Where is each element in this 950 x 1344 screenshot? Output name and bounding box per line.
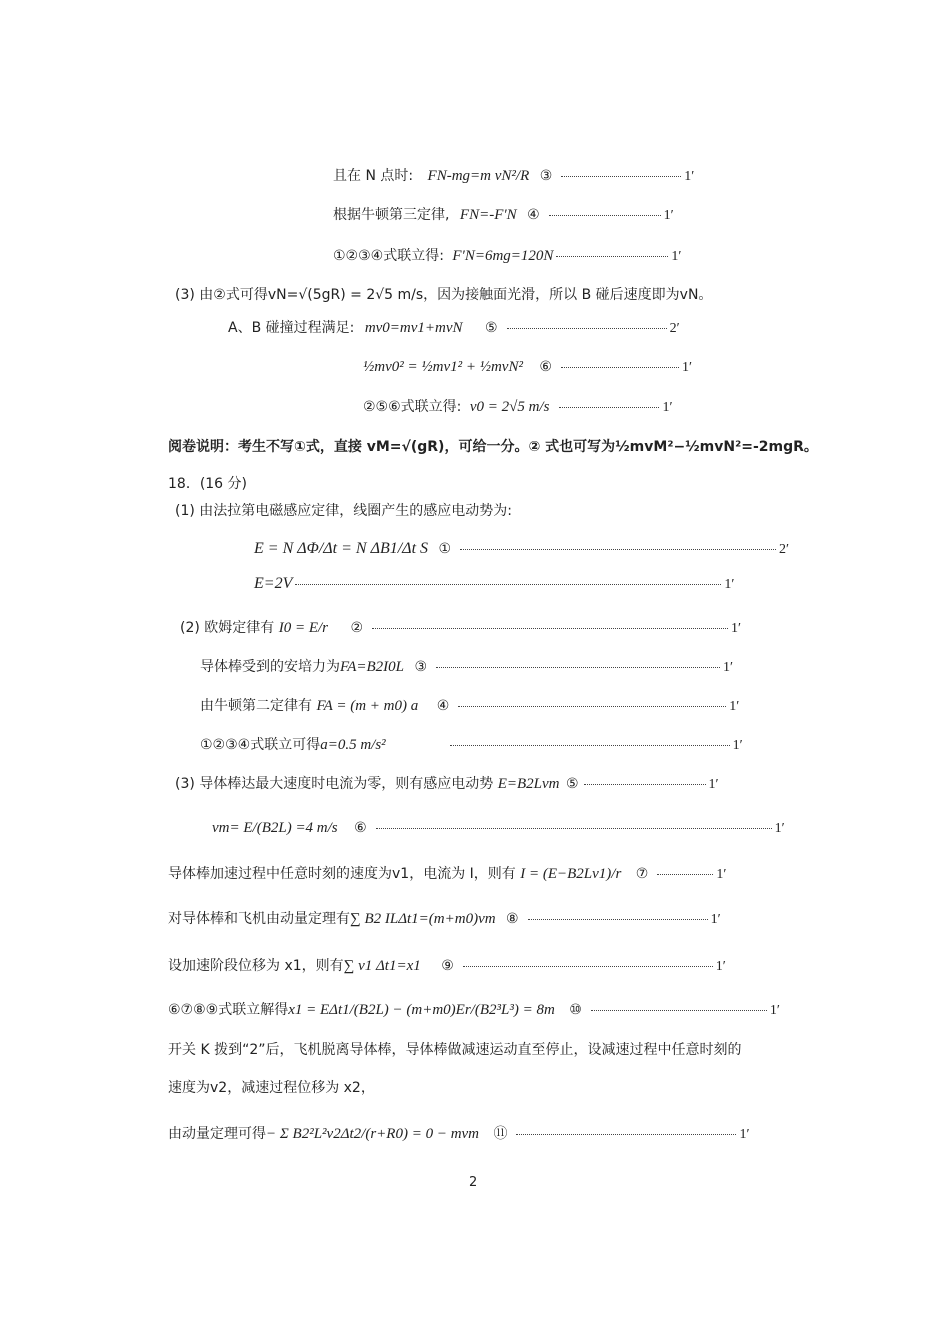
formula: FN=-F′N (459, 207, 517, 223)
equation-number: ① (438, 541, 452, 557)
dot-leader (561, 367, 679, 368)
score-mark: 1′ (710, 912, 721, 927)
line-text: A、B 碰撞过程满足: (228, 320, 355, 336)
score-mark: 1′ (769, 1003, 780, 1018)
formula: F′N=6mg=120N (452, 248, 554, 264)
line-text: 设加速阶段位移为 x1，则有 (168, 958, 344, 974)
solution-line (168, 909, 721, 930)
dot-leader (463, 966, 713, 967)
formula: E = N ΔΦ/Δt = N ΔB1/Δt S (254, 540, 429, 557)
solution-line (228, 318, 680, 339)
dot-leader (372, 628, 728, 629)
dot-leader (657, 874, 713, 875)
formula: mv0=mv1+mvN (364, 320, 463, 336)
equation-number: ③ (539, 168, 553, 184)
formula: FA=B2I0L (340, 659, 405, 675)
score-mark: 1′ (716, 867, 727, 882)
dot-leader (556, 256, 668, 257)
solution-line (175, 774, 719, 795)
line-text: 速度为v2，减速过程位移为 x2， (168, 1080, 375, 1096)
line-text: (2) 欧姆定律有 (180, 620, 275, 636)
formula: vm= E/(B2L) =4 m/s (212, 820, 338, 836)
score-mark: 1′ (774, 821, 785, 836)
formula: I = (E−B2Lv1)/r (520, 866, 622, 882)
equation-number: ⑧ (506, 911, 519, 927)
equation-number: ⑤ (485, 320, 498, 336)
score-mark: 1′ (715, 959, 726, 974)
solution-line (175, 285, 712, 305)
solution-line (254, 539, 789, 560)
equation-number: ⑤ (565, 776, 579, 792)
solution-line (333, 246, 681, 267)
dot-leader (295, 584, 721, 585)
formula: I0 = E/r (278, 620, 329, 636)
solution-line (212, 818, 785, 839)
formula: E=2V (254, 575, 293, 592)
score-mark: 1′ (729, 699, 740, 714)
solution-line (168, 1124, 750, 1145)
equation-number: ④ (436, 698, 450, 714)
line-text: 阅卷说明：考生不写①式，直接 vM=√(gR)，可给一分。② 式也可写为½mvM²−½mvN²=-2mgR。 (168, 439, 818, 455)
line-text: 由动量定理可得 (168, 1126, 266, 1142)
dot-leader (559, 407, 659, 408)
formula: ∑ B2 ILΔt1=(m+m0)vm (350, 911, 496, 927)
equation-number: ④ (527, 207, 540, 223)
solution-line (168, 1000, 780, 1021)
solution-line (168, 1078, 375, 1098)
solution-line (254, 574, 734, 595)
dot-leader (460, 549, 776, 550)
line-text: ①②③④式联立可得 (200, 737, 321, 753)
equation-number: ⑥ (539, 359, 552, 375)
score-mark: 1′ (684, 169, 695, 184)
solution-line (200, 735, 743, 756)
solution-line (175, 501, 512, 521)
equation-number: ③ (414, 659, 428, 675)
formula: ∑ v1 Δt1=x1 (343, 958, 421, 974)
equation-number: ⑩ (569, 1002, 582, 1018)
solution-line (200, 657, 733, 678)
line-text: ⑥⑦⑧⑨式联立解得 (168, 1002, 289, 1018)
line-text: 导体棒受到的安培力为 (200, 659, 340, 675)
formula: ½mv0² = ½mv1² + ½mvN² (363, 359, 523, 375)
score-mark: 1′ (739, 1127, 750, 1142)
line-text: 由牛顿第二定律有 (200, 698, 312, 714)
line-text: 且在 N 点时: (333, 168, 414, 184)
dot-leader (458, 706, 726, 707)
score-mark: 1′ (662, 400, 673, 415)
line-text: 18．(16 分) (168, 476, 248, 492)
formula: FA = (m + m0) a (316, 698, 419, 714)
score-mark: 1′ (708, 777, 719, 792)
solution-line (363, 397, 673, 418)
solution-line (168, 956, 726, 977)
equation-number: ⑨ (441, 958, 454, 974)
dot-leader (516, 1134, 736, 1135)
dot-leader (591, 1010, 767, 1011)
score-mark: 1′ (723, 660, 734, 675)
solution-line (333, 166, 694, 187)
line-text: ①②③④式联立得: (333, 248, 444, 264)
line-text: 开关 K 拨到“2”后，飞机脱离导体棒，导体棒做减速运动直至停止，设减速过程中任意时刻的 (168, 1042, 742, 1058)
equation-number: ⑦ (635, 866, 649, 882)
score-mark: 1′ (663, 208, 674, 223)
solution-line (200, 696, 739, 717)
dot-leader (436, 667, 720, 668)
line-text: (3) 导体棒达最大速度时电流为零，则有感应电动势 (175, 776, 494, 792)
grading-note (168, 437, 818, 457)
score-mark: 1′ (724, 577, 735, 592)
dot-leader (376, 828, 772, 829)
line-text: (1) 由法拉第电磁感应定律，线圈产生的感应电动势为: (175, 503, 512, 519)
dot-leader (507, 328, 667, 329)
formula: − Σ B2²L²v2Δt2/(r+R0) = 0 − mvm (266, 1126, 480, 1142)
dot-leader (450, 745, 730, 746)
line-text: ②⑤⑥式联立得: (363, 399, 462, 415)
dot-leader (561, 176, 681, 177)
formula: E=B2Lvm (497, 776, 560, 792)
line-text: 导体棒加速过程中任意时刻的速度为v1，电流为 I，则有 (168, 866, 516, 882)
dot-leader (549, 215, 661, 216)
solution-line (180, 618, 741, 639)
formula: x1 = EΔt1/(B2L) − (m+m0)Er/(B2³L³) = 8m (288, 1002, 555, 1018)
equation-number: ⑥ (354, 820, 367, 836)
line-text: (3) 由②式可得vN=√(5gR) = 2√5 m/s，因为接触面光滑，所以 B 碰后速度即为vN。 (175, 287, 713, 303)
score-mark: 2′ (779, 542, 790, 557)
equation-number: ⑪ (493, 1126, 508, 1142)
line-text: 根据牛顿第三定律, (333, 207, 450, 223)
page-number: 2 (469, 1175, 478, 1190)
score-mark: 1′ (732, 738, 743, 753)
formula: a=0.5 m/s² (320, 737, 386, 753)
score-mark: 1′ (681, 360, 693, 375)
solution-line (168, 1040, 742, 1060)
solution-line (333, 205, 674, 226)
score-mark: 2′ (669, 321, 680, 336)
formula: FN-mg=m vN²/R (427, 168, 530, 184)
solution-line (168, 864, 726, 885)
solution-line (363, 357, 692, 378)
question-heading (168, 474, 247, 494)
dot-leader (584, 784, 706, 785)
line-text: 对导体棒和飞机由动量定理有 (168, 911, 350, 927)
score-mark: 1′ (671, 249, 682, 264)
dot-leader (528, 919, 708, 920)
equation-number: ② (350, 620, 364, 636)
score-mark: 1′ (731, 621, 742, 636)
formula: v0 = 2√5 m/s (469, 399, 550, 415)
